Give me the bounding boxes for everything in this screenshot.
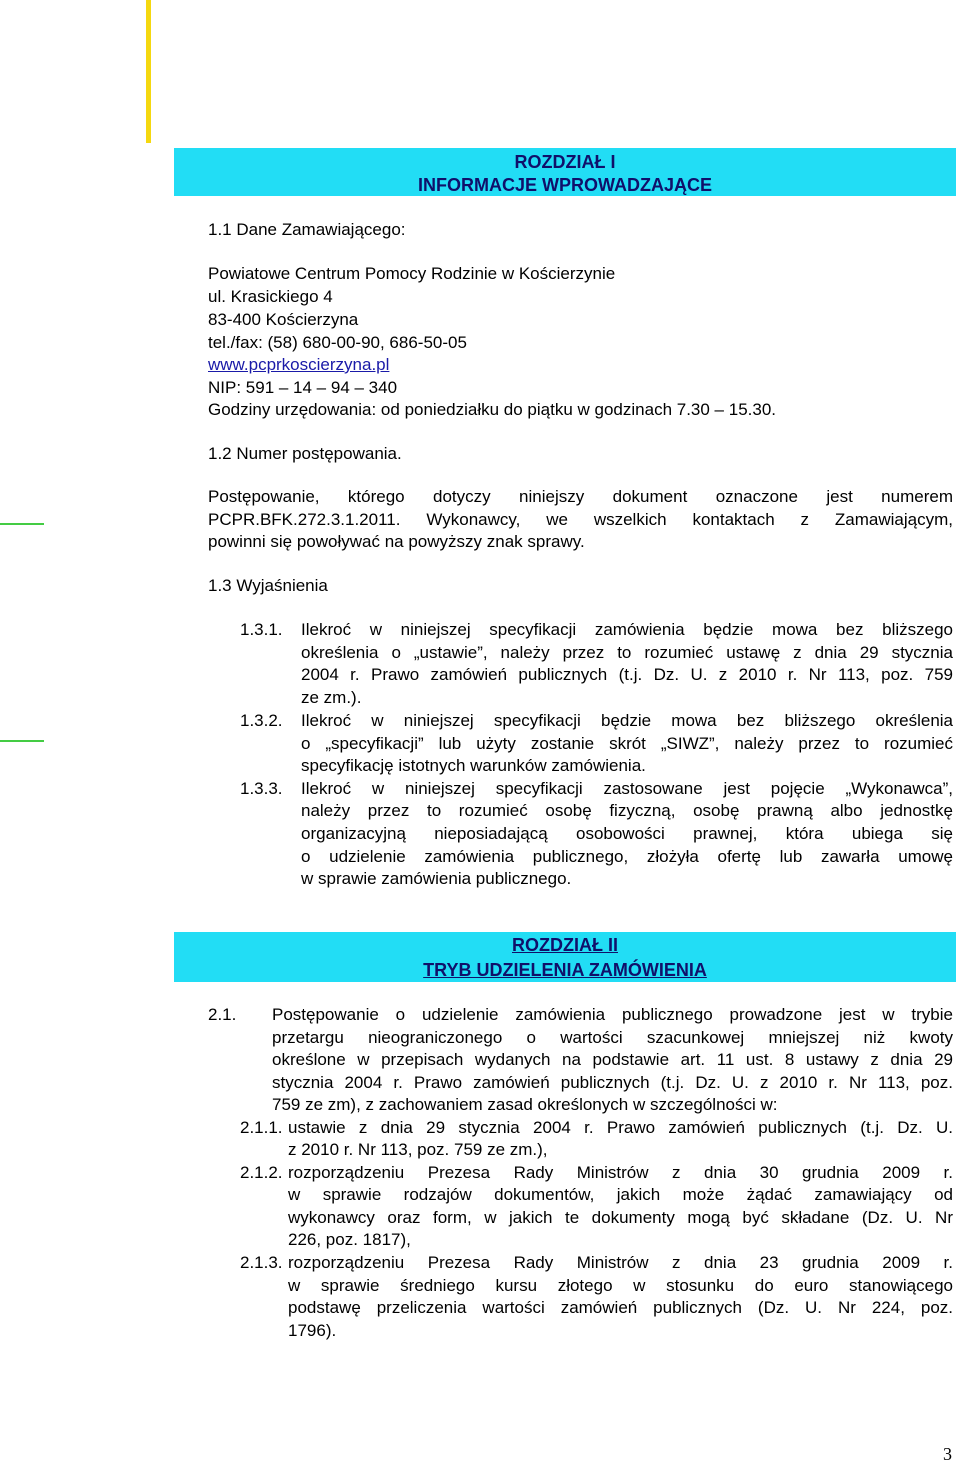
address-line: ul. Krasickiego 4 xyxy=(208,287,333,306)
item-number: 2.1.1. xyxy=(240,1118,283,1137)
yellow-margin-bar xyxy=(146,0,151,143)
chapter-subtitle: TRYB UDZIELENIA ZAMÓWIENIA xyxy=(423,960,707,980)
item-number: 2.1.3. xyxy=(240,1253,283,1272)
paragraph-line: rozporządzeniu Prezesa Rady Ministrów z dnia 30 grudnia 2009 r. xyxy=(288,1163,953,1182)
section-heading: 1.1 Dane Zamawiającego: xyxy=(208,220,406,239)
paragraph-line: Postępowanie, którego dotyczy niniejszy dokument oznaczone jest numerem xyxy=(208,487,953,506)
paragraph-line: ustawie z dnia 29 stycznia 2004 r. Prawo zamówień publicznych (t.j. Dz. U. xyxy=(288,1118,953,1137)
address-line: Godziny urzędowania: od poniedziałku do piątku w godzinach 7.30 – 15.30. xyxy=(208,400,776,419)
paragraph-line: w sprawie średniego kursu złotego w stosunku do euro stanowiącego xyxy=(288,1276,953,1295)
page-number: 3 xyxy=(943,1444,952,1464)
paragraph-line: 1796). xyxy=(288,1321,337,1340)
chapter-title: ROZDZIAŁ I xyxy=(514,152,616,172)
margin-mark xyxy=(0,740,44,742)
address-line: Powiatowe Centrum Pomocy Rodzinie w Kościerzynie xyxy=(208,264,616,283)
address-line: NIP: 591 – 14 – 94 – 340 xyxy=(208,378,398,397)
item-number: 1.3.3. xyxy=(240,779,283,798)
item-number: 2.1.2. xyxy=(240,1163,283,1182)
paragraph-line: wykonawcy oraz form, w jakich te dokumenty mogą być składane (Dz. U. Nr xyxy=(288,1208,953,1227)
paragraph-line: 759 ze zm), z zachowaniem zasad określonych w szczególności w: xyxy=(272,1095,778,1114)
paragraph-line: Ilekroć w niniejszej specyfikacji zamówienia będzie mowa bez bliższego xyxy=(301,620,953,639)
paragraph-line: stycznia 2004 r. Prawo zamówień publicznych (t.j. Dz. U. z 2010 r. Nr 113, poz. xyxy=(272,1073,953,1092)
paragraph-line: ze zm.). xyxy=(301,688,362,707)
item-number: 2.1. xyxy=(208,1005,237,1024)
paragraph-line: specyfikację istotnych warunków zamówienia. xyxy=(301,756,646,775)
paragraph-line: organizacyjną nieposiadającą osobowości prawnej, która ubiega się xyxy=(301,824,953,843)
paragraph-line: w sprawie zamówienia publicznego. xyxy=(301,869,572,888)
paragraph-line: o „specyfikacji” lub użyty zostanie skrót „SIWZ”, należy przez to rozumieć xyxy=(301,734,953,753)
paragraph-line: przetargu nieograniczonego o wartości szacunkowej mniejszej niż kwoty xyxy=(272,1028,953,1047)
margin-mark xyxy=(0,523,44,525)
paragraph-line: w sprawie rodzajów dokumentów, jakich może żądać zamawiający od xyxy=(288,1185,953,1204)
paragraph-line: powinni się powoływać na powyższy znak sprawy. xyxy=(208,532,585,551)
paragraph-line: Ilekroć w niniejszej specyfikacji zastosowane jest pojęcie „Wykonawca”, xyxy=(301,779,953,798)
website-link[interactable]: www.pcprkoscierzyna.pl xyxy=(208,355,390,374)
paragraph-line: 226, poz. 1817), xyxy=(288,1230,411,1249)
paragraph-line: 2004 r. Prawo zamówień publicznych (t.j. Dz. U. z 2010 r. Nr 113, poz. 759 xyxy=(301,665,953,684)
chapter-title: ROZDZIAŁ II xyxy=(512,935,618,955)
paragraph-line: podstawę przeliczenia wartości zamówień publicznych (Dz. U. Nr 224, poz. xyxy=(288,1298,953,1317)
address-line: tel./fax: (58) 680-00-90, 686-50-05 xyxy=(208,333,467,352)
paragraph-line: o udzielenie zamówienia publicznego, złożyła ofertę lub zawarła umowę xyxy=(301,847,953,866)
paragraph-line: Ilekroć w niniejszej specyfikacji będzie mowa bez bliższego określenia xyxy=(301,711,953,730)
item-number: 1.3.2. xyxy=(240,711,283,730)
section-heading: 1.3 Wyjaśnienia xyxy=(208,576,328,595)
paragraph-line: określone w przepisach wydanych na podstawie art. 11 ust. 8 ustawy z dnia 29 xyxy=(272,1050,953,1069)
section-heading: 1.2 Numer postępowania. xyxy=(208,444,402,463)
paragraph-line: Postępowanie o udzielenie zamówienia publicznego prowadzone jest w trybie xyxy=(272,1005,953,1024)
paragraph-line: należy przez to rozumieć osobę fizyczną, osobę prawną albo jednostkę xyxy=(301,801,953,820)
paragraph-line: PCPR.BFK.272.3.1.2011. Wykonawcy, we wszelkich kontaktach z Zamawiającym, xyxy=(208,510,953,529)
address-line: 83-400 Kościerzyna xyxy=(208,310,359,329)
paragraph-line: z 2010 r. Nr 113, poz. 759 ze zm.), xyxy=(288,1140,548,1159)
paragraph-line: rozporządzeniu Prezesa Rady Ministrów z dnia 23 grudnia 2009 r. xyxy=(288,1253,953,1272)
paragraph-line: określenia o „ustawie”, należy przez to rozumieć ustawę z dnia 29 stycznia xyxy=(301,643,953,662)
item-number: 1.3.1. xyxy=(240,620,283,639)
chapter-subtitle: INFORMACJE WPROWADZAJĄCE xyxy=(417,175,712,195)
